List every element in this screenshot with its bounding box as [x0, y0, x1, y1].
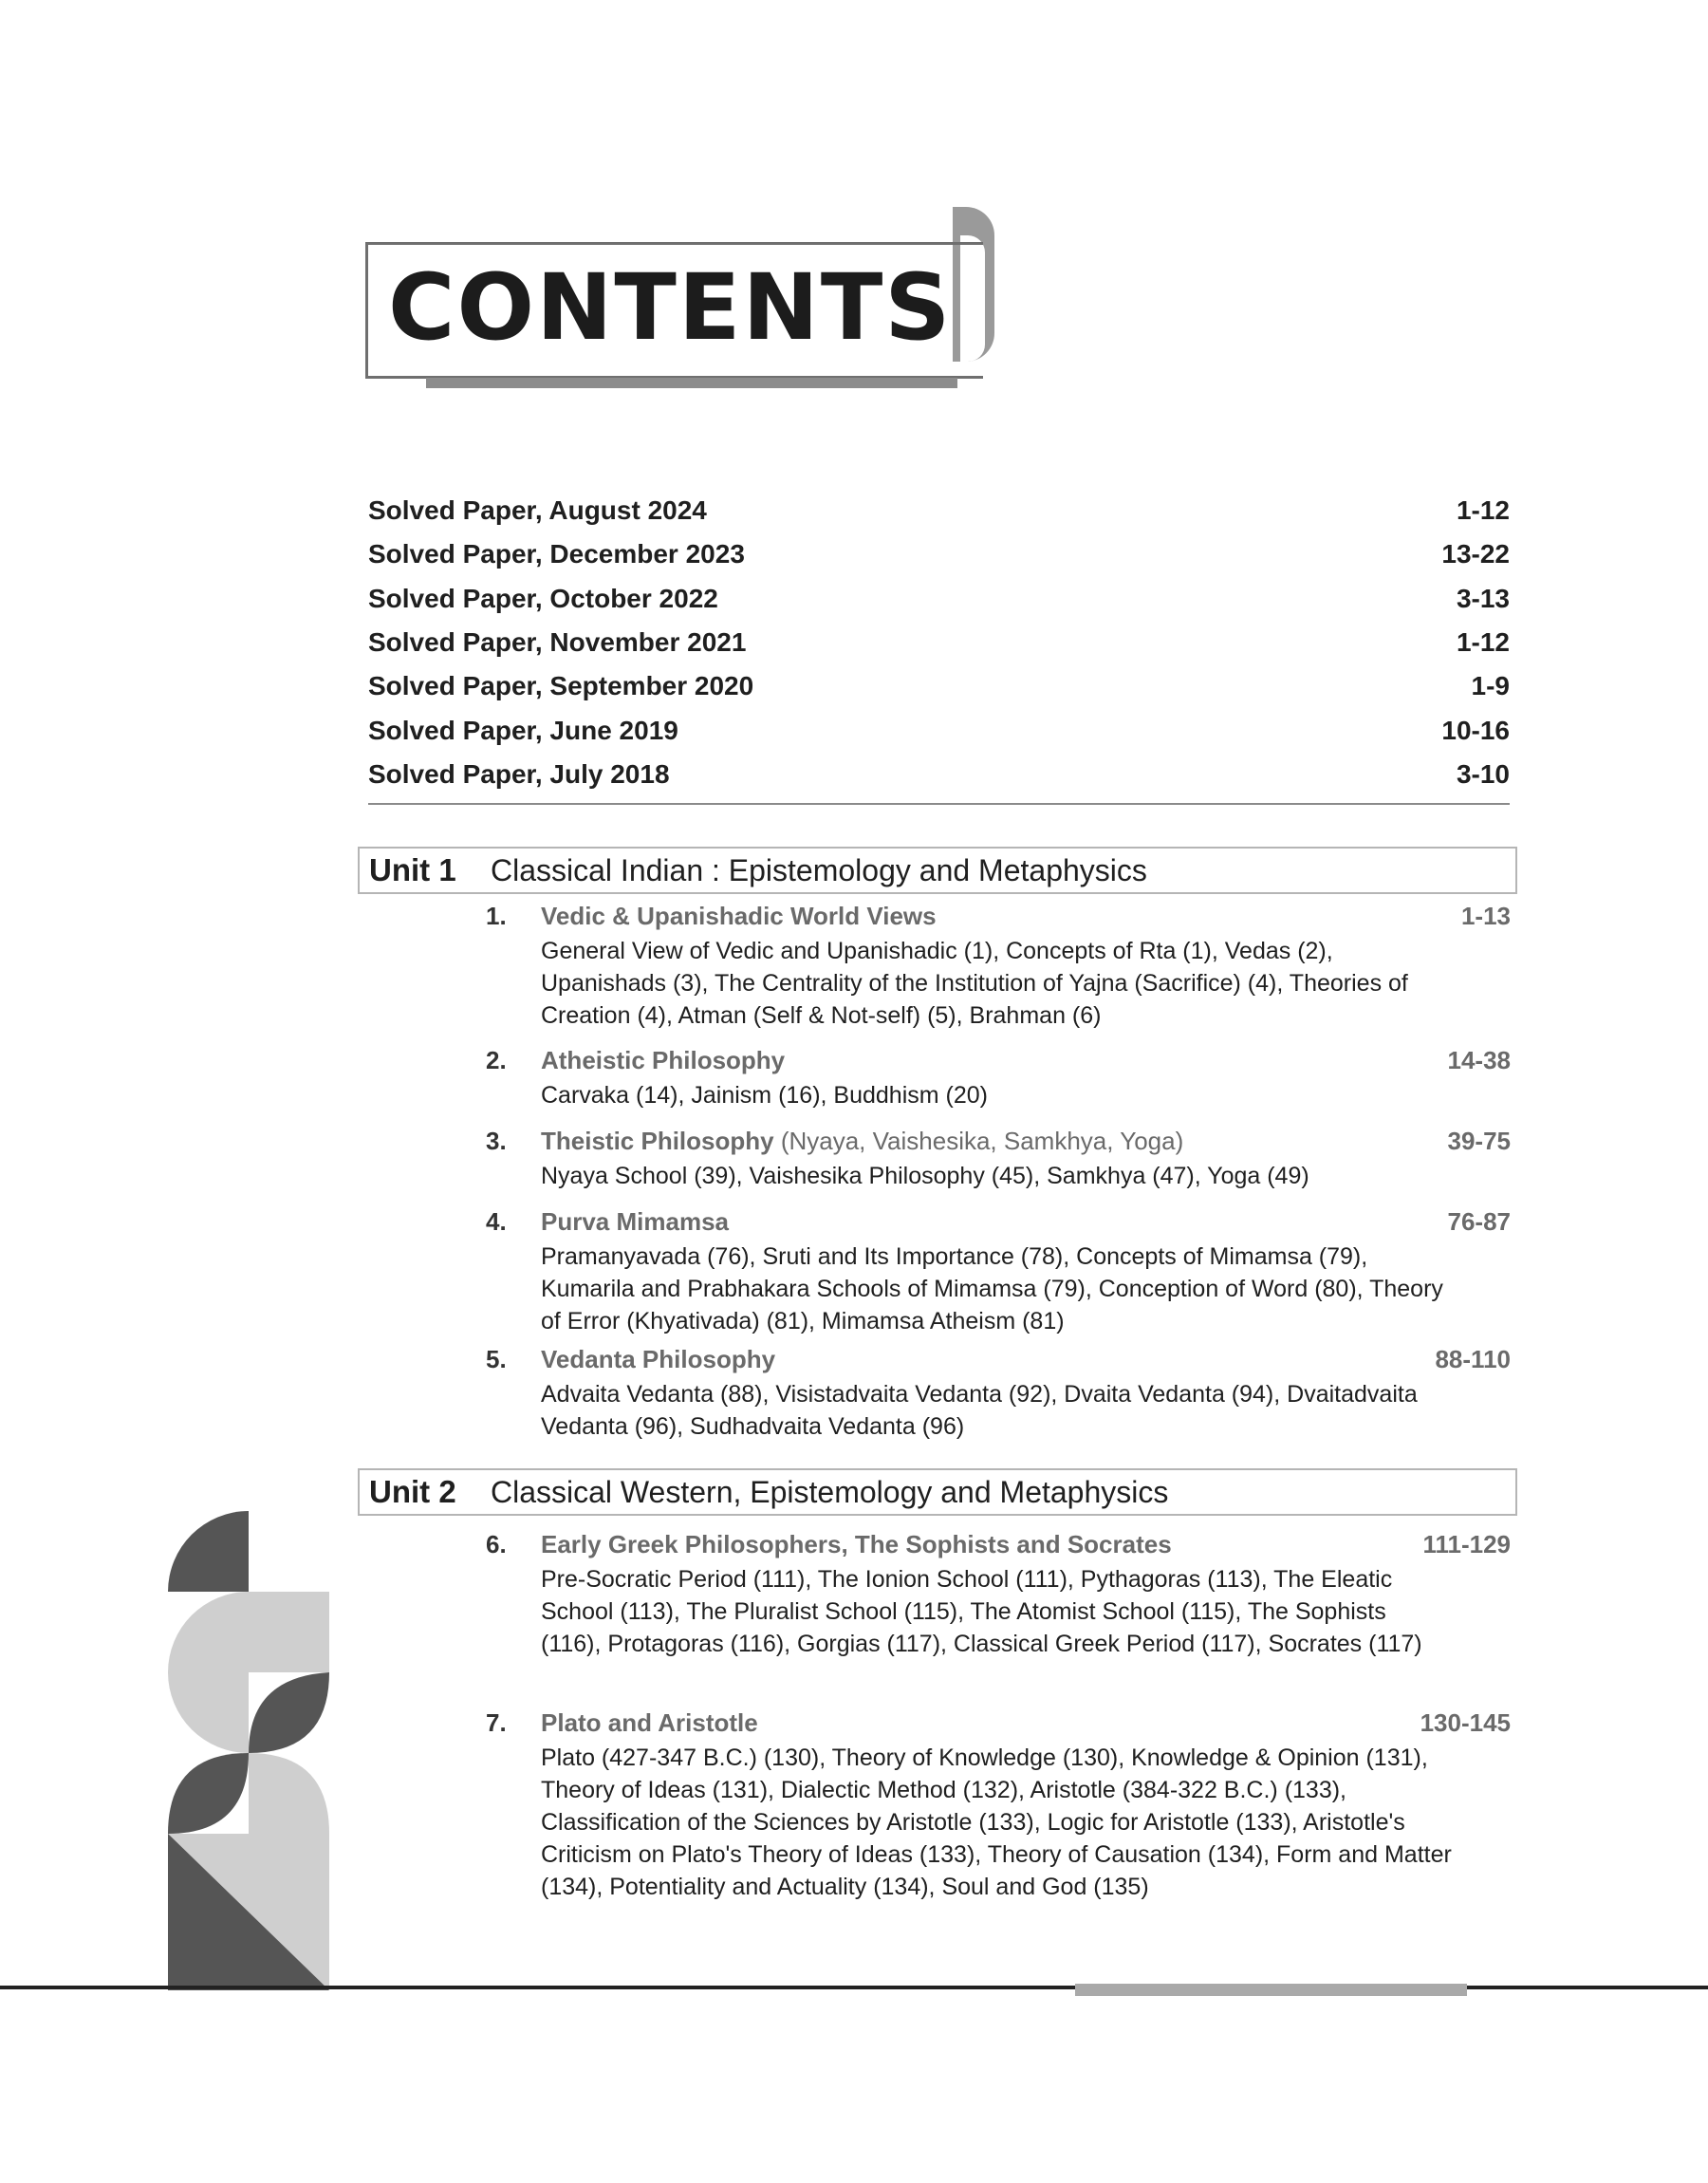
leaf-shape [249, 1672, 329, 1753]
paper-pages: 1-12 [1456, 627, 1510, 658]
chapter-number: 1. [486, 902, 507, 930]
paper-label: Solved Paper, September 2020 [368, 671, 754, 701]
chapter-topics: Advaita Vedanta (88), Visistadvaita Vedanta (92), Dvaita Vedanta (94), Dvaitadvaita Vedanta (96), Sudhadvaita Vedanta (96) [541, 1381, 1418, 1440]
paper-pages: 1-9 [1471, 671, 1510, 701]
solved-papers-list [368, 489, 1510, 796]
chapter-title: Early Greek Philosophers, The Sophists and Socrates [541, 1530, 1172, 1558]
paper-row[interactable] [368, 532, 1510, 576]
chapter-pages: 39-75 [1447, 1127, 1511, 1155]
paper-row[interactable] [368, 664, 1510, 708]
paper-pages: 13-22 [1441, 539, 1510, 569]
unit-1-header [358, 847, 1517, 894]
divider [368, 803, 1510, 805]
chapter-number: 7. [486, 1708, 507, 1737]
half-circle-shape [168, 1592, 249, 1753]
unit-title: Classical Western, Epistemology and Metaphysics [491, 1474, 1169, 1509]
chapter-number: 6. [486, 1530, 507, 1558]
unit-label: Unit 1 [369, 852, 456, 887]
chapter-title: Plato and Aristotle [541, 1708, 758, 1737]
paper-pages: 1-12 [1456, 495, 1510, 526]
chapter-entry[interactable] [486, 1127, 1511, 1192]
paper-label: Solved Paper, June 2019 [368, 715, 678, 745]
chapter-number: 3. [486, 1127, 507, 1155]
footer-bar [1075, 1984, 1467, 1996]
chapter-pages: 88-110 [1435, 1345, 1511, 1373]
paper-row[interactable] [368, 708, 1510, 752]
page-title: CONTENTS [388, 254, 953, 361]
chapter-pages: 111-129 [1422, 1530, 1511, 1558]
unit-label: Unit 2 [369, 1474, 456, 1509]
paper-label: Solved Paper, October 2022 [368, 583, 718, 613]
chapter-subtitle: (Nyaya, Vaishesika, Samkhya, Yoga) [780, 1127, 1184, 1155]
chapter-number: 5. [486, 1345, 507, 1373]
chapter-topics: Pramanyavada (76), Sruti and Its Importance (78), Concepts of Mimamsa (79), Kumarila and Prabhakara Schools of Mimamsa (79), Conception of Word (80), Theory of Error (Khyativada) (81), Mimamsa Atheism (81) [541, 1243, 1443, 1334]
contents-banner [365, 207, 994, 384]
chapter-number: 4. [486, 1207, 507, 1236]
chapter-topics: Nyaya School (39), Vaishesika Philosophy (45), Samkhya (47), Yoga (49) [541, 1163, 1309, 1189]
paper-row[interactable] [368, 753, 1510, 796]
chapter-pages: 14-38 [1447, 1046, 1511, 1074]
banner-underline [426, 378, 957, 388]
chapter-entry[interactable] [486, 1530, 1511, 1660]
chapter-entry[interactable] [486, 902, 1511, 1032]
unit-title: Classical Indian : Epistemology and Metaphysics [491, 852, 1147, 887]
chapter-topics: Plato (427-347 B.C.) (130), Theory of Knowledge (130), Knowledge & Opinion (131), Theory of Ideas (131), Dialectic Method (132), Aristotle (384-322 B.C.) (133), Classification of the Sciences by Aristotle (133), Logic for Aristotle (133), Aristotle's Criticism on Plato's Theory of Ideas (133), Theory of Causation (134), Form and Matter (134), Potentiality and Actuality (134), Soul and God (135) [541, 1745, 1452, 1900]
chapter-entry[interactable] [486, 1708, 1511, 1903]
paper-row[interactable] [368, 621, 1510, 664]
leaf-shape [249, 1753, 329, 1834]
paper-row[interactable] [368, 489, 1510, 532]
quarter-circle-shape [168, 1511, 249, 1592]
chapter-title: Purva Mimamsa [541, 1207, 729, 1236]
leaf-shape [168, 1753, 249, 1834]
chapter-title: Vedanta Philosophy [541, 1345, 776, 1373]
chapter-entry[interactable] [486, 1046, 1511, 1111]
paper-pages: 3-10 [1456, 758, 1510, 789]
unit-2-header [358, 1468, 1517, 1516]
decorative-shapes [168, 1511, 329, 1990]
chapter-title: Atheistic Philosophy [541, 1046, 786, 1074]
paper-label: Solved Paper, July 2018 [368, 758, 670, 789]
paper-label: Solved Paper, November 2021 [368, 627, 747, 658]
gray-block-shape [249, 1592, 329, 1672]
chapter-pages: 76-87 [1447, 1207, 1511, 1236]
chapter-title: Vedic & Upanishadic World Views [541, 902, 937, 930]
chapter-entry[interactable] [486, 1207, 1511, 1337]
chapter-topics: Carvaka (14), Jainism (16), Buddhism (20) [541, 1082, 988, 1109]
paper-pages: 10-16 [1441, 715, 1510, 745]
paper-label: Solved Paper, August 2024 [368, 495, 707, 526]
paper-row[interactable] [368, 577, 1510, 621]
chapter-topics: Pre-Socratic Period (111), The Ionion School (111), Pythagoras (113), The Eleatic School (113), The Pluralist School (115), The Atomist School (115), The Sophists (116), Protagoras (116), Gorgias (117), Classical Greek Period (117), Socrates (117) [541, 1566, 1422, 1657]
chapter-title: Theistic Philosophy [541, 1127, 774, 1155]
chapter-pages: 1-13 [1460, 902, 1511, 930]
paper-label: Solved Paper, December 2023 [368, 539, 745, 569]
chapter-number: 2. [486, 1046, 507, 1074]
paper-pages: 3-13 [1456, 583, 1510, 613]
chapter-pages: 130-145 [1420, 1708, 1511, 1737]
chapter-entry[interactable] [486, 1345, 1511, 1443]
chapter-topics: General View of Vedic and Upanishadic (1), Concepts of Rta (1), Vedas (2), Upanishads (3), The Centrality of the Institution of Yajna (Sacrifice) (4), Theories of Creation (4), Atman (Self & Not-self) (5), Brahman (6) [541, 938, 1408, 1029]
